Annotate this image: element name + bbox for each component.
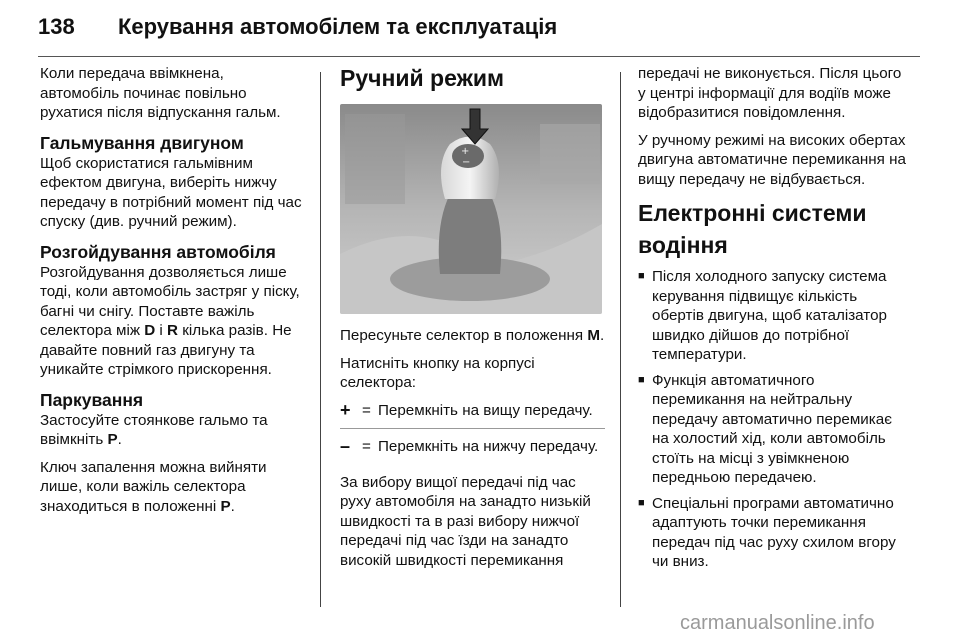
gear-d-label: D (144, 322, 156, 339)
definition-plus (340, 401, 605, 430)
column-left (40, 64, 306, 524)
section-heading-manual: Ручний режим (340, 65, 505, 91)
section-heading: Гальмування двигуном (40, 132, 244, 153)
svg-text:+: + (461, 146, 470, 157)
gear-selector-photo-icon (340, 104, 602, 314)
definition-text: Перемкніть на нижчу передачу. (378, 438, 599, 455)
column-right (638, 64, 908, 578)
svg-text:−: − (462, 157, 471, 168)
list-item-text: Функція автоматичного перемикання на нейтральну передачу автоматично перемикає на холостий хід, коли автомобіль стоїть на місці з увімкненою передньою передачею. (652, 371, 892, 486)
gear-m-label: M (587, 327, 600, 344)
section-text: Застосуйте стоянкове гальмо та ввімкніть P. (40, 411, 268, 448)
header-divider (38, 56, 920, 57)
column-divider (320, 72, 321, 607)
equals-sign: = (362, 438, 371, 455)
column-divider (620, 72, 621, 607)
list-item (638, 267, 908, 365)
bullet-square-icon: ■ (638, 270, 645, 282)
definition-text: Перемкніть на вищу передачу. (378, 401, 593, 419)
chapter-title: Керування автомобілем та експлуатація (118, 14, 558, 39)
gear-p-label: P (220, 497, 231, 515)
equals-sign: = (362, 401, 371, 419)
section-text: Ключ запалення можна вийняти лише, коли важіль селектора знаходиться в положенні P. (40, 458, 267, 515)
section-text: Розгойдування дозволяється лише тоді, коли автомобіль застряг у піску, багні чи снігу. Поставте важіль селектора між D і R кілька разів. Не давайте повний газ двигуну та уникайте стрімкого прискорення. (40, 263, 300, 378)
section-text: Щоб скористатися гальмівним ефектом двигуна, виберіть нижчу передачу в потрібний момент під час спуску (див. ручний режим). (40, 154, 302, 230)
minus-icon: – (340, 436, 351, 456)
gear-r-label: R (167, 322, 178, 339)
page-number: 138 (38, 14, 75, 39)
instruction-text: Пересуньте селектор в положення M. (340, 327, 605, 344)
section-parking (40, 390, 306, 517)
page-header (38, 14, 918, 44)
list-item-text: Після холодного запуску система керування підвищує кількість обертів двигуна, щоб каталізатор швидко дійшов до потрібної температури. (652, 268, 887, 363)
plus-icon: + (340, 399, 351, 420)
section-heading-electronic: Електронні системи водіння (638, 200, 867, 258)
body-text: У ручному режимі на високих обертах двигуна автоматичне перемикання на вищу передачу не відбувається. (638, 131, 906, 188)
bullet-square-icon: ■ (638, 373, 645, 386)
section-engine-brake (40, 133, 306, 232)
watermark: carmanualsonline.info (680, 612, 875, 634)
list-item (638, 494, 908, 572)
bullet-square-icon: ■ (638, 496, 645, 509)
intro-paragraph: Коли передача ввімкнена, автомобіль починає повільно рухатися після відпускання гальм. (40, 65, 281, 121)
definition-minus (340, 437, 605, 465)
instruction-text: Натисніть кнопку на корпусі селектора: (340, 354, 535, 391)
gear-p-label: P (107, 431, 118, 448)
body-text: передачі не виконується. Після цього у центрі інформації для водіїв може відобразитися повідомлення. (638, 65, 902, 121)
section-heading: Паркування (40, 389, 144, 410)
body-text: За вибору вищої передачі під час руху автомобіля на занадто низькій швидкості та в разі вибору нижчої передачі під час їзди на занадто високій швидкості перемикання (340, 473, 591, 569)
section-heading: Розгойдування автомобіля (40, 241, 276, 262)
list-item (638, 371, 908, 488)
column-middle (340, 64, 605, 578)
section-rocking (40, 242, 306, 380)
list-item-text: Спеціальні програми автоматично адаптують точки перемикання передач під час руху схилом вгору чи вниз. (652, 494, 896, 570)
